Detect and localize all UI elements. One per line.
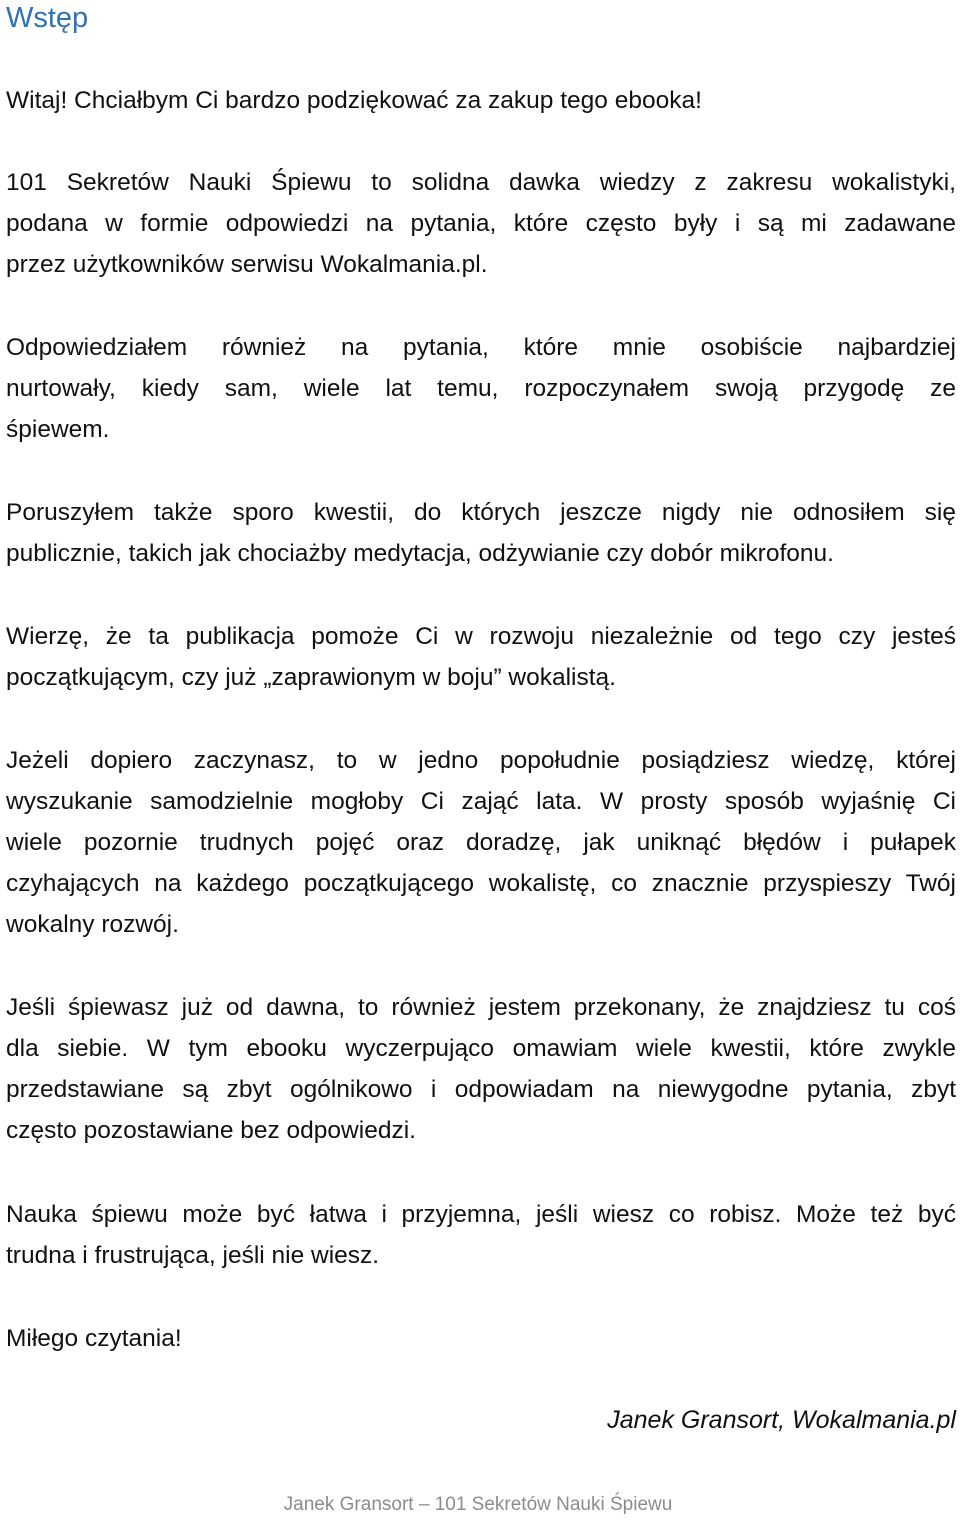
paragraph-line: przez użytkowników serwisu Wokalmania.pl. (6, 251, 488, 278)
paragraph-line: 101 Sekretów Nauki Śpiewu to solidna dawka wiedzy z zakresu wokalistyki, (6, 169, 956, 196)
paragraph-line: podana w formie odpowiedzi na pytania, które często były i są mi zadawane (6, 210, 956, 237)
paragraph-topics (6, 492, 956, 574)
paragraph-line: przedstawiane są zbyt ogólnikowo i odpowiadam na niewygodne pytania, zbyt (6, 1076, 956, 1103)
page-footer (0, 1492, 960, 1518)
paragraph-line: wokalny rozwój. (6, 911, 179, 938)
paragraph-line: wiele pozornie trudnych pojęć oraz doradzę, jak uniknąć błędów i pułapek (6, 829, 956, 856)
paragraph-line: czyhających na każdego początkującego wokalistę, co znacznie przyspieszy Twój (6, 870, 956, 897)
author-signature: Janek Gransort, Wokalmania.pl (607, 1406, 956, 1434)
paragraph-line: Odpowiedziałem również na pytania, które mnie osobiście najbardziej (6, 334, 956, 361)
paragraph-belief (6, 616, 956, 698)
paragraph-line: Jeżeli dopiero zaczynasz, to w jedno popołudnie posiądziesz wiedzę, której (6, 747, 956, 774)
paragraph-line: publicznie, takich jak chociażby medytacja, odżywianie czy dobór mikrofonu. (6, 540, 834, 567)
section-heading: Wstęp (6, 2, 89, 34)
paragraph-line: Wierzę, że ta publikacja pomoże Ci w rozwoju niezależnie od tego czy jesteś (6, 623, 956, 650)
paragraph-line: trudna i frustrująca, jeśli nie wiesz. (6, 1242, 380, 1269)
closing-line: Miłego czytania! (6, 1325, 182, 1352)
paragraph-answers (6, 327, 956, 450)
paragraph-line: wyszukanie samodzielnie mogłoby Ci zająć lata. W prosty sposób wyjaśnię Ci (6, 788, 956, 815)
paragraph-summary (6, 1194, 956, 1276)
paragraph-line: Poruszyłem także sporo kwestii, do których jeszcze nigdy nie odnosiłem się (6, 499, 956, 526)
paragraph-line: Jeśli śpiewasz już od dawna, to również jestem przekonany, że znajdziesz tu coś (6, 994, 956, 1021)
paragraph-line: często pozostawiane bez odpowiedzi. (6, 1117, 416, 1144)
greeting-paragraph: Witaj! Chciałbym Ci bardzo podziękować za zakup tego ebooka! (6, 87, 702, 114)
paragraph-line: dla siebie. W tym ebooku wyczerpująco omawiam wiele kwestii, które zwykle (6, 1035, 956, 1062)
paragraph-line: śpiewem. (6, 416, 110, 443)
footer-text: Janek Gransort – 101 Sekretów Nauki Śpiewu (283, 1494, 673, 1515)
paragraph-beginners (6, 740, 956, 945)
paragraph-intro (6, 162, 956, 285)
paragraph-advanced (6, 987, 956, 1151)
paragraph-line: nurtowały, kiedy sam, wiele lat temu, rozpoczynałem swoją przygodę ze (6, 375, 956, 402)
paragraph-line: Nauka śpiewu może być łatwa i przyjemna, jeśli wiesz co robisz. Może też być (6, 1201, 956, 1228)
paragraph-line: początkującym, czy już „zaprawionym w boju” wokalistą. (6, 664, 616, 691)
